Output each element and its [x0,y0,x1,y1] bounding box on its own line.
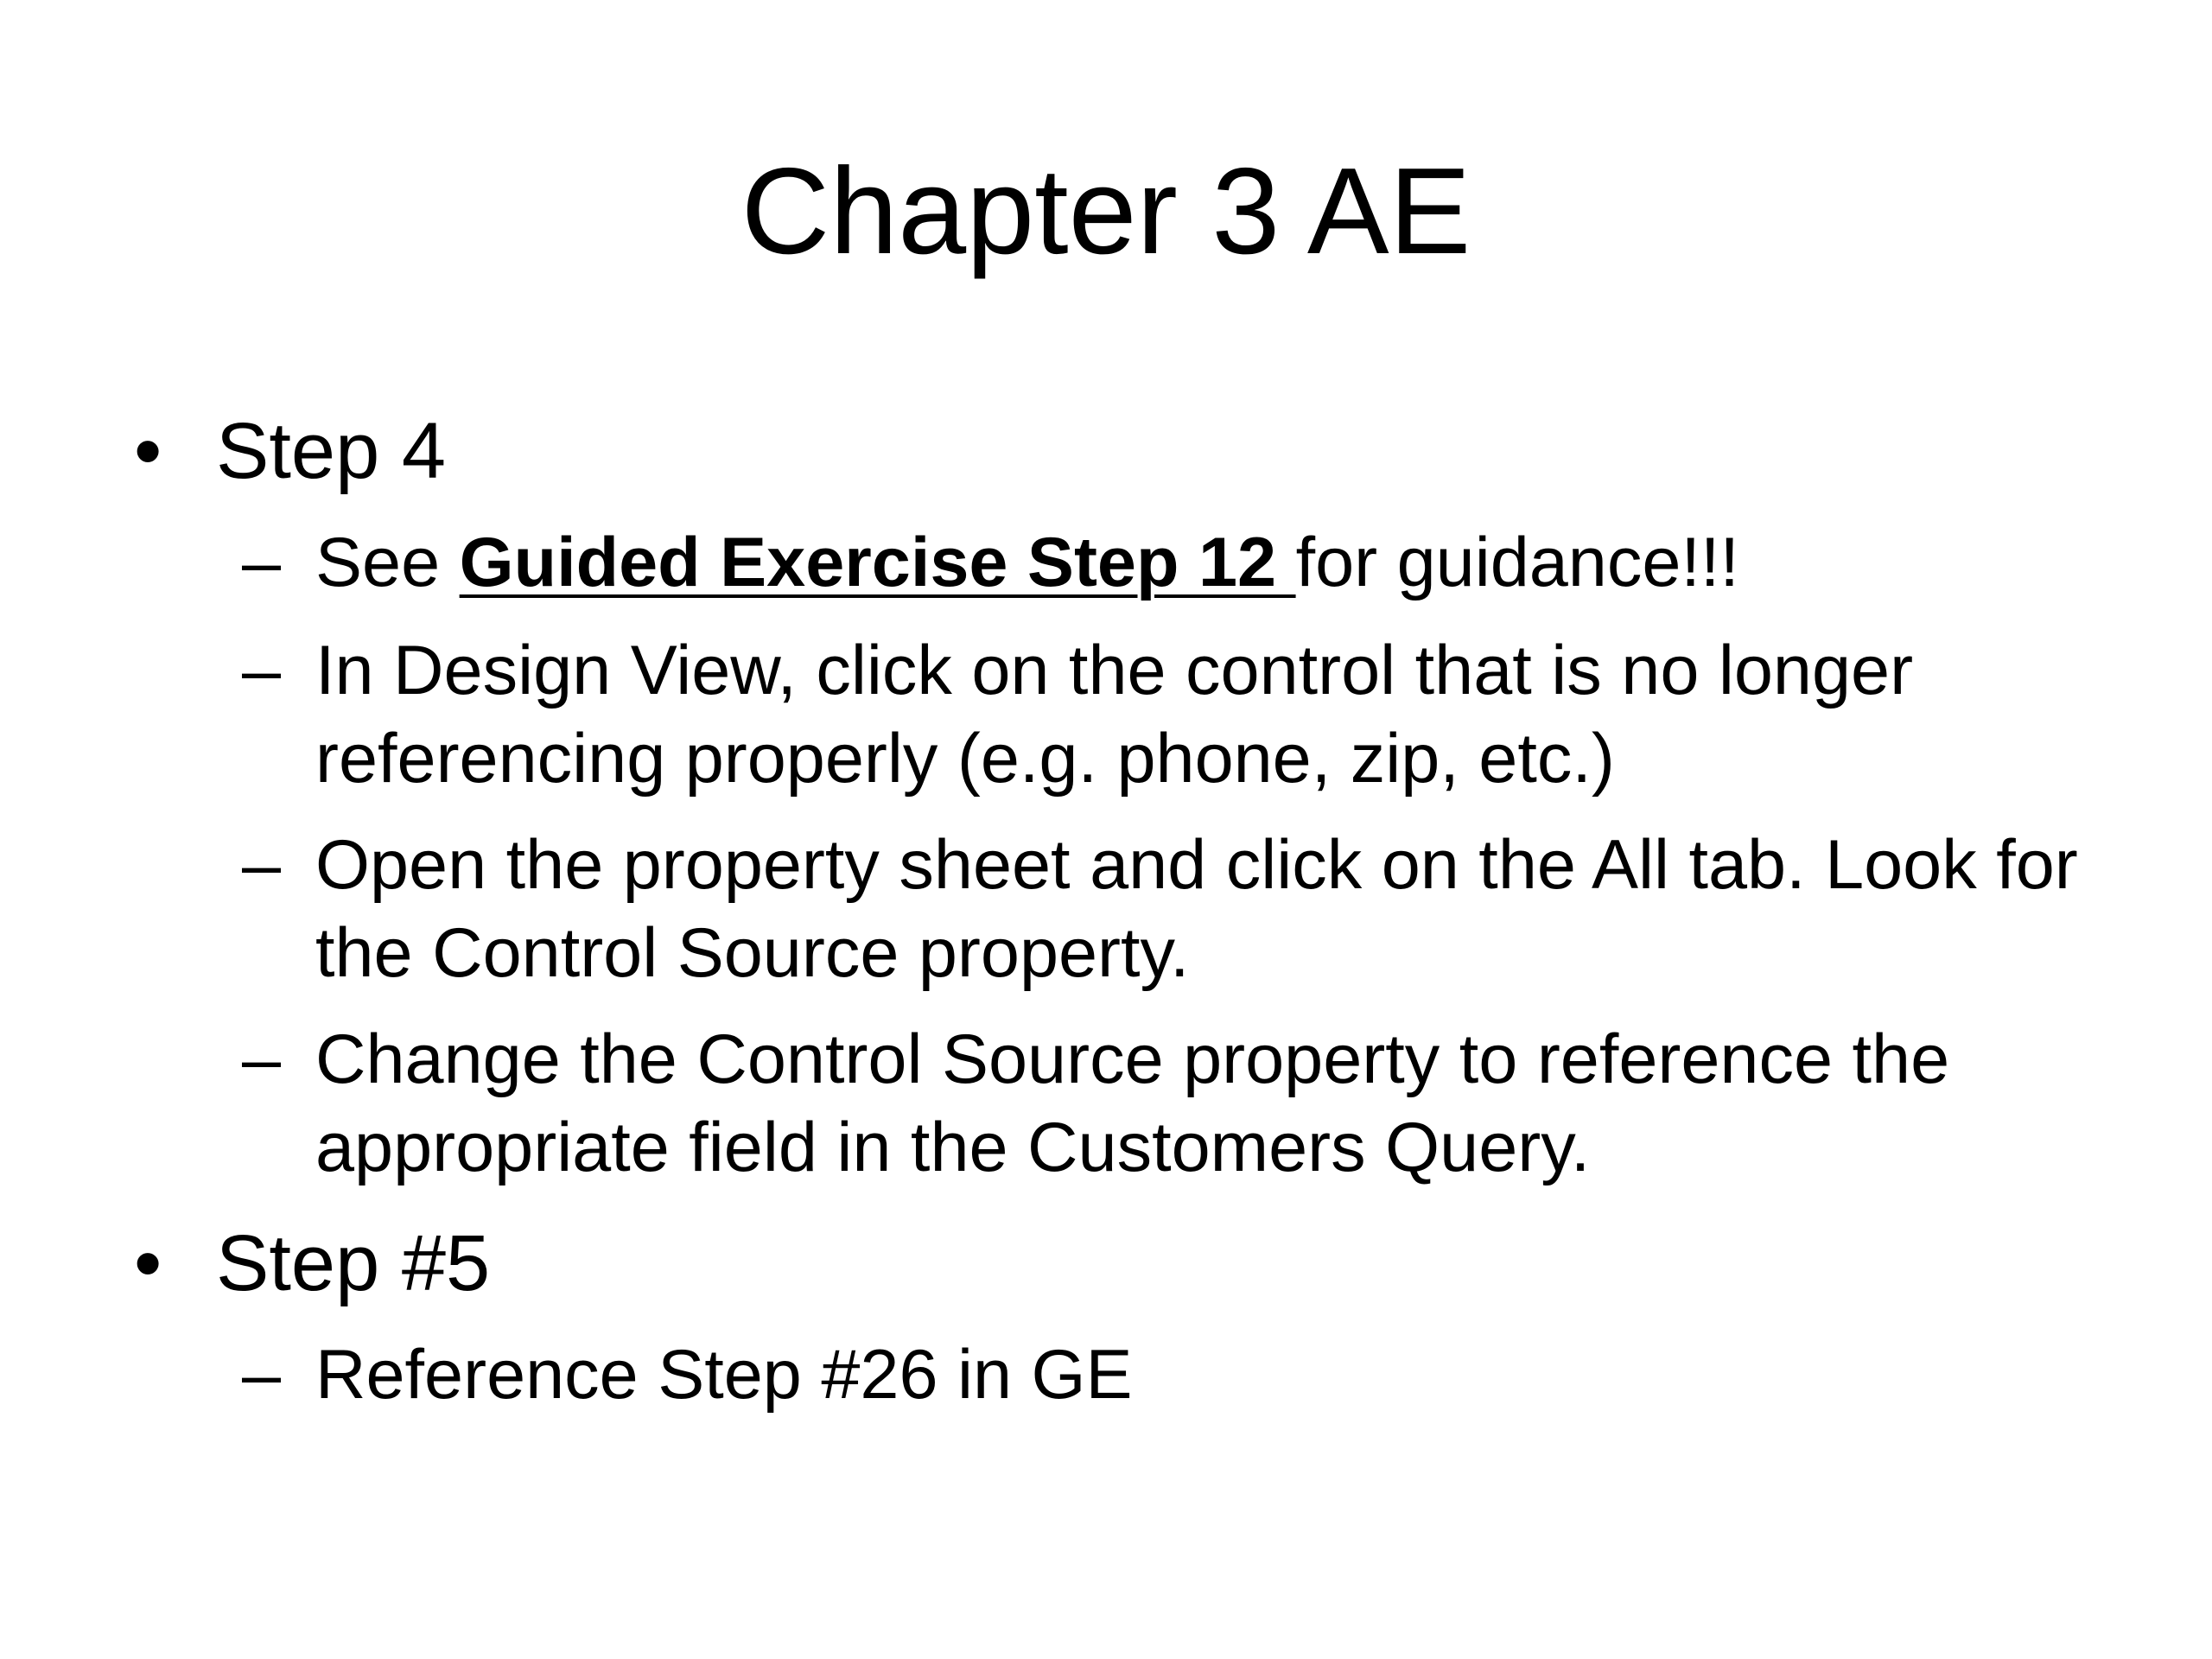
section-heading-step-4: Step 4 [216,407,446,495]
list-item-control-source: Change the Control Source property to reference the appropriate field in the Customers Query. [315,1020,1950,1186]
dash-icon: – [242,1020,282,1098]
bullet-icon: • [134,407,162,495]
list-item-suffix: for guidance!!! [1295,524,1739,601]
list-item-design-view: In Design View, click on the control that is no longer referencing properly (e.g. phone, zip, etc.) [315,632,1914,798]
section-heading-step-5: Step #5 [216,1219,491,1307]
list-item-prefix: See [315,524,460,601]
list-item-see-guided-exercise [315,518,2113,607]
slide-title: Chapter 3 AE [741,143,1471,280]
dash-icon: – [242,826,282,904]
guided-exercise-reference: Guided Exercise Step 12 [459,524,1296,601]
bullet-icon: • [134,1219,162,1307]
list-item-property-sheet: Open the property sheet and click on the All tab. Look for the Control Source property. [315,826,2078,992]
dash-icon: – [242,524,282,601]
dash-icon: – [242,1336,282,1414]
list-item-reference-step-26: Reference Step #26 in GE [315,1336,1133,1414]
dash-icon: – [242,632,282,709]
